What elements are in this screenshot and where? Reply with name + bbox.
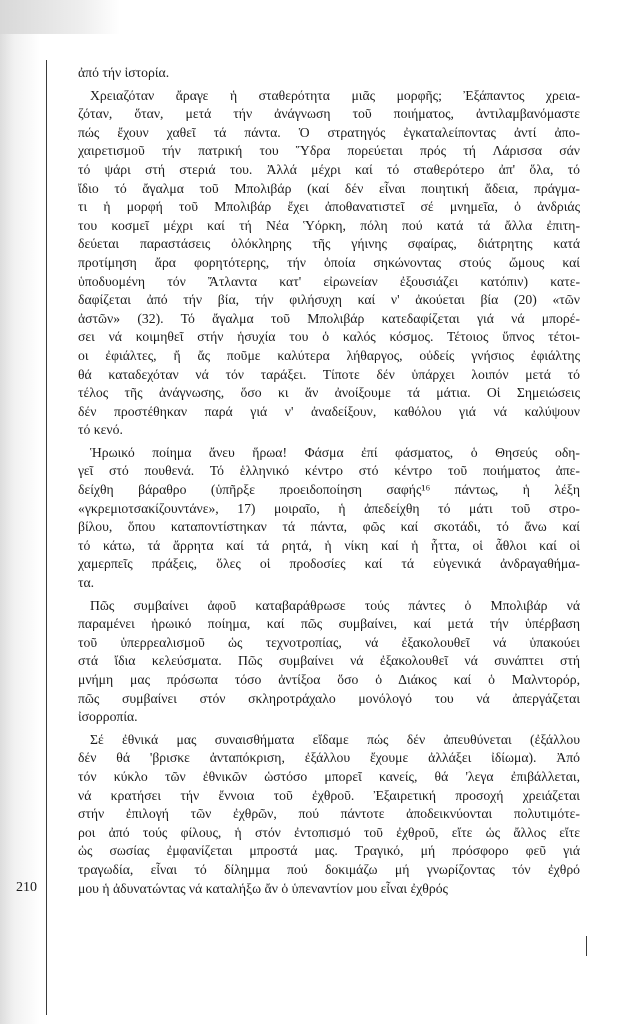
- text-line: προτίμηση ἄρα φορητότερης, τήν ὁποία σηκώνοντας στούς ὤμους καί: [78, 254, 580, 270]
- page-body-text: [78, 64, 580, 898]
- text-line: του κοσμεῖ μέχρι καί τή Νέα Ὑόρκη, πόλη πού κατά τά ἄλλα ἐπιτη-: [78, 217, 580, 233]
- text-line: δαφίζεται ἀπό τήν βία, τήν φιλήσυχη καί ν' ἀκούεται βία (20) «τῶν: [78, 292, 580, 308]
- paragraph: [78, 64, 580, 83]
- text-line: τόν κύκλο τῶν ἐθνικῶν ὡστόσο μπορεῖ κανείς, θά 'λεγα ἐπιβάλλεται,: [78, 768, 580, 784]
- text-line: σει νά κοιμηθεῖ στήν ἡσυχία του ὁ καλός κόσμος. Τέτοιος ὕπνος τέτοι-: [78, 329, 580, 345]
- paragraph: [78, 731, 580, 898]
- text-line: χαμερπεῖς πράξεις, ὅλες οἱ προδοσίες καί τά εὐγενικά ἀνδραγαθήμα-: [78, 556, 580, 572]
- text-line: δέν θά 'βρισκε ἀνταπόκριση, ἐξάλλου ἔχουμε ἀλλάξει ἰδίωμα). Ἀπό: [78, 750, 580, 766]
- text-line: τι ἡ μορφή τοῦ Μπολιβάρ ἔχει ἀποθανατιστεῖ σέ μνημεῖα, ὁ ἀνδριάς: [78, 199, 580, 215]
- text-line: στά ἴδια κελεύσματα. Πῶς συμβαίνει νά ἐξακολουθεῖ νά συνάπτει στή: [78, 653, 580, 669]
- text-line: ὑποδυομένη τόν Ἄτλαντα κατ' εἰρωνείαν ἐξουσιάζει κατόπιν) κατε-: [78, 273, 580, 289]
- page-number: 210: [16, 880, 37, 895]
- paragraph: [78, 597, 580, 727]
- paragraph: [78, 444, 580, 593]
- text-line: ἴδιο τό ἄγαλμα τοῦ Μπολιβάρ (καί δέν εἶναι ποιητική ἄδεια, πράγμα-: [78, 180, 580, 196]
- text-line: Πῶς συμβαίνει ἀφοῦ καταβαράθρωσε τούς πάντες ὁ Μπολιβάρ νά: [90, 597, 580, 613]
- text-line: Χρειαζόταν ἄραγε ἡ σταθερότητα μιᾶς μορφῆς; Ἐξάπαντος χρεια-: [90, 87, 580, 103]
- text-line: πῶς συμβαίνει στόν σκληροτράχαλο μονόλογό του νά ἀπεργάζεται: [78, 690, 580, 706]
- left-margin-rule: [46, 60, 47, 1015]
- text-line: μου ἡ ἀδυνατώντας νά καταλήξω ἄν ὁ ὑπεναντίον μου εἶναι ἐχθρός: [78, 880, 448, 896]
- text-line: μνήμη μας πρόσωπα τόσο ἀντίξοα ὅσο ὁ Διάκος καί ὁ Μαλντορόρ,: [78, 672, 580, 687]
- text-line: παραμένει ἡρωικό ποίημα, καί πῶς συμβαίνει, καί μετά τήν ὑπέρβαση: [78, 616, 580, 632]
- text-line: νά κρατήσει τήν ἔννοια τοῦ ἐχθροῦ. Ἐξαιρετική προσοχή χρειάζεται: [78, 787, 580, 803]
- text-line: ροι ἀπό τούς φίλους, ἡ στόν ἐντοπισμό τοῦ ἐχθροῦ, εἴτε ὡς ἄλλος εἴτε: [78, 824, 580, 840]
- scan-corner-shadow: [0, 0, 120, 34]
- text-line: τό κενό.: [78, 422, 123, 438]
- right-margin-mark: [586, 936, 587, 956]
- text-line: Ἡρωικό ποίημα ἄνευ ἥρωα! Φάσμα ἐπί φάσματος, ὁ Θησεύς οδη-: [90, 444, 580, 460]
- text-line: γεῖ στό πουθενά. Τό ἑλληνικό κέντρο στό κέντρο τοῦ ποιήματος ἀπε-: [78, 463, 580, 479]
- text-line: τραγωδία, εἶναι τό δίλημμα πού δοκιμάζω μή γνωρίζοντας τόν ἐχθρό: [78, 861, 580, 877]
- text-line: τέλος τῆς ἀνάγνωσης, ὅσο κι ἄν ἀνοίξουμε τά μάτια. Οἱ Σημειώσεις: [78, 385, 580, 401]
- text-line: ἰσορροπία.: [78, 709, 138, 725]
- text-line: δείχθη βάραθρο (ὑπῆρξε προειδοποίηση σαφής¹⁶ πάντως, ἡ λέξη: [78, 482, 580, 498]
- text-line: τοῦ ὑπερρεαλισμοῦ ὡς τεχνοτροπίας, νά ἐξακολουθεῖ νά ὑπακούει: [78, 634, 580, 650]
- text-line: ἀστῶν» (32). Τό ἄγαλμα τοῦ Μπολιβάρ κατεδαφίζεται γιά νά μπορέ-: [78, 310, 580, 326]
- text-line: τα.: [78, 575, 95, 591]
- text-line: τό ψάρι στή στεριά του. Ἀλλά μέχρι καί τό σταθερότερο ἀπ' ὅλα, τό: [78, 161, 580, 177]
- text-line: δεύεται παραστάσεις ὁλόκληρης τῆς γήινης σφαίρας, διάτρητης κατά: [78, 236, 580, 252]
- text-line: τό κάτω, τά ἄρρητα καί τά ρητά, ἡ νίκη καί ἡ ἧττα, οἱ ἆθλοι καί οἱ: [78, 537, 580, 553]
- text-line: στήν ἐπιλογή τῶν ἐχθρῶν, πού πάντοτε ἀποδεικνύονται πολυτιμότε-: [78, 806, 580, 822]
- text-line: δέν προστέθηκαν παρά γιά ν' ἀναδείξουν, καθόλου γιά νά καλύψουν: [78, 403, 580, 419]
- text-line: «γκρεμιοτσακίζουντάνε», 17) μοιραῖο, ἡ ἀπεδείχθη τό μάτι τοῦ στρο-: [78, 500, 580, 516]
- text-line: βίλου, ὅπου καταποντίστηκαν τά πάντα, φῶς καί σκοτάδι, τό ἄνω καί: [78, 519, 580, 535]
- text-line: ἀπό τήν ἱστορία.: [78, 65, 170, 80]
- text-line: θά καταδεχόταν νά τόν ταράξει. Τίποτε δέν ὑπάρχει λοιπόν μετά τό: [78, 366, 580, 382]
- paragraph: [78, 87, 580, 440]
- text-line: χαιρετισμοῦ τήν πατρική του Ὕδρα πορεύεται πρός τή Λάρισσα σάν: [78, 143, 580, 159]
- text-line: πώς ἔχουν χαθεῖ τά πάντα. Ὁ στρατηγός ἐγκαταλείποντας ἀντί ἀπο-: [78, 124, 580, 140]
- text-line: οι ἐφιάλτες, ἤ ἄς ποῦμε καλύτερα λήθαργος, οὐδείς γνήσιος ἐφιάλτης: [78, 347, 580, 363]
- text-line: ζόταν, ὅταν, μετά τήν ἀνάγνωση τοῦ ποιήματος, ἀντιλαμβανόμαστε: [78, 106, 580, 122]
- text-line: ὡς σωσίας ἐμφανίζεται μπροστά μας. Τραγικό, μή πρόσφορο φεῦ γιά: [78, 843, 580, 859]
- text-line: Σέ ἐθνικά μας συναισθήματα εἴδαμε πώς δέν ἀπευθύνεται (ἐξάλλου: [90, 731, 580, 747]
